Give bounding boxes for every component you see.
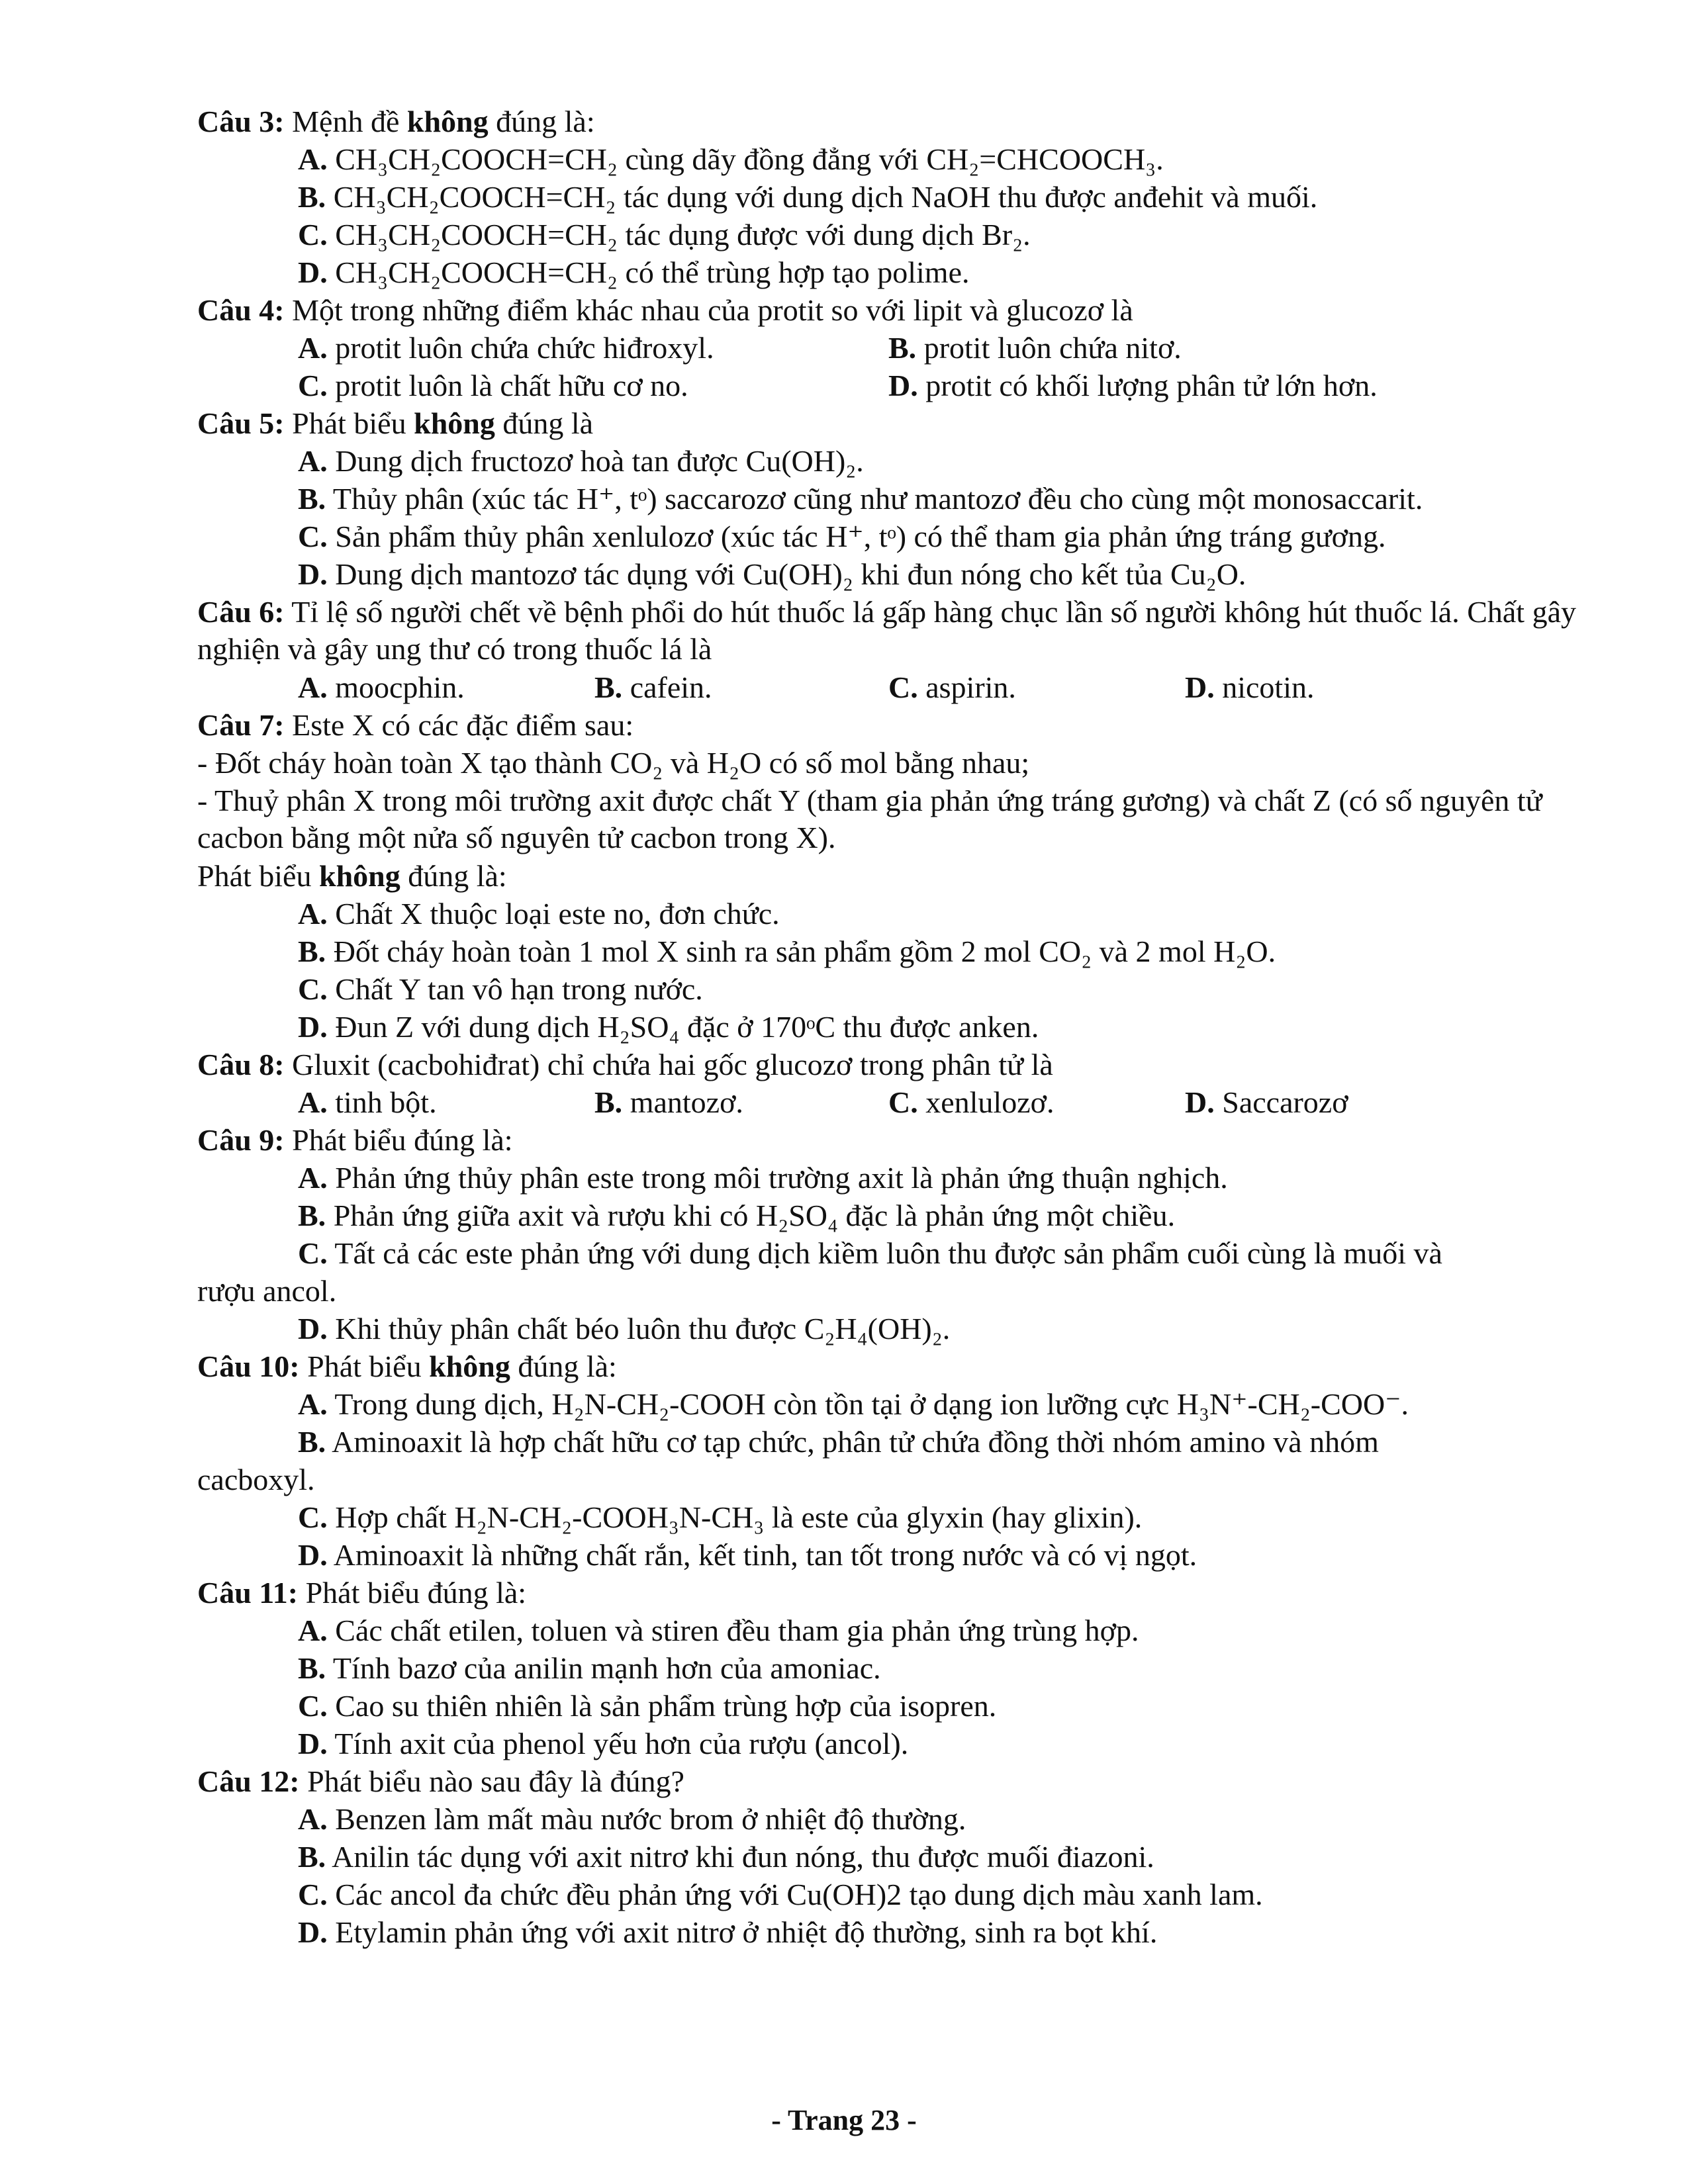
question-3-option-c: C. CH₃CH₂COOCH=CH₂ tác dụng được với dung dịch Br₂.	[298, 218, 1031, 251]
question-4-stem: Câu 4: Một trong những điểm khác nhau của protit so với lipit và glucozơ là	[197, 293, 1133, 327]
question-6-option-d: D. nicotin.	[1185, 670, 1315, 704]
question-6-stem: Câu 6: Tỉ lệ số người chết về bệnh phổi do hút thuốc lá gấp hàng chục lần số người không hút thuốc lá. Chất gây nghiện và gây ung thư có trong thuốc lá là	[197, 595, 1576, 666]
question-8-option-b: B. mantozơ.	[594, 1085, 743, 1119]
question-5-option-c: C. Sản phẩm thủy phân xenlulozơ (xúc tác H⁺, tᵒ) có thể tham gia phản ứng tráng gương.	[298, 520, 1386, 553]
question-7-option-d: D. Đun Z với dung dịch H₂SO₄ đặc ở 170ᵒC thu được anken.	[298, 1010, 1039, 1044]
question-11-option-c: C. Cao su thiên nhiên là sản phẩm trùng hợp của isopren.	[298, 1689, 997, 1723]
question-9-option-c-continued: rượu ancol.	[197, 1274, 337, 1308]
question-4-option-d: D. protit có khối lượng phân tử lớn hơn.	[888, 369, 1378, 402]
question-11-stem: Câu 11: Phát biểu đúng là:	[197, 1576, 527, 1610]
question-10-option-b: B. Aminoaxit là hợp chất hữu cơ tạp chức, phân tử chứa đồng thời nhóm amino và nhóm	[298, 1425, 1379, 1459]
question-10-stem: Câu 10: Phát biểu không đúng là:	[197, 1349, 617, 1383]
question-8-stem: Câu 8: Gluxit (cacbohiđrat) chỉ chứa hai gốc glucozơ trong phân tử là	[197, 1048, 1053, 1081]
question-4-option-a: A. protit luôn chứa chức hiđroxyl.	[298, 331, 714, 365]
question-6-option-c: C. aspirin.	[888, 670, 1016, 704]
question-6-option-b: B. cafein.	[594, 670, 712, 704]
question-9-stem: Câu 9: Phát biểu đúng là:	[197, 1123, 513, 1157]
question-3-option-d: D. CH₃CH₂COOCH=CH₂ có thể trùng hợp tạo polime.	[298, 255, 970, 289]
question-9-option-a: A. Phản ứng thủy phân este trong môi trường axit là phản ứng thuận nghịch.	[298, 1161, 1228, 1195]
question-12-option-b: B. Anilin tác dụng với axit nitrơ khi đun nóng, thu được muối điazoni.	[298, 1840, 1154, 1874]
question-5-option-a: A. Dung dịch fructozơ hoà tan được Cu(OH)₂.	[298, 444, 864, 478]
question-11-option-b: B. Tính bazơ của anilin mạnh hơn của amoniac.	[298, 1651, 881, 1685]
question-11-option-d: D. Tính axit của phenol yếu hơn của rượu (ancol).	[298, 1727, 909, 1760]
question-5-option-d: D. Dung dịch mantozơ tác dụng với Cu(OH)₂ khi đun nóng cho kết tủa Cu₂O.	[298, 557, 1246, 591]
question-11-option-a: A. Các chất etilen, toluen và stiren đều tham gia phản ứng trùng hợp.	[298, 1614, 1139, 1647]
question-9-option-b: B. Phản ứng giữa axit và rượu khi có H₂SO₄ đặc là phản ứng một chiều.	[298, 1199, 1176, 1232]
question-12-stem: Câu 12: Phát biểu nào sau đây là đúng?	[197, 1764, 684, 1798]
page-number: - Trang 23 -	[771, 2104, 917, 2136]
question-7-bullet-2: - Thuỷ phân X trong môi trường axit được chất Y (tham gia phản ứng tráng gương) và chất Z (có số nguyên tử cacbon bằng một nửa số nguyên tử cacbon trong X).	[197, 784, 1542, 854]
question-8-option-c: C. xenlulozơ.	[888, 1085, 1055, 1119]
question-3-option-b: B. CH₃CH₂COOCH=CH₂ tác dụng với dung dịch NaOH thu được anđehit và muối.	[298, 180, 1318, 214]
question-12-option-d: D. Etylamin phản ứng với axit nitrơ ở nhiệt độ thường, sinh ra bọt khí.	[298, 1915, 1158, 1949]
question-9-option-d: D. Khi thủy phân chất béo luôn thu được C₂H₄(OH)₂.	[298, 1312, 951, 1345]
question-4-option-c: C. protit luôn là chất hữu cơ no.	[298, 369, 688, 402]
question-3-stem: Câu 3: Mệnh đề không đúng là:	[197, 105, 595, 138]
question-12-option-c: C. Các ancol đa chức đều phản ứng với Cu(OH)2 tạo dung dịch màu xanh lam.	[298, 1878, 1263, 1911]
question-10-option-c: C. Hợp chất H₂N-CH₂-COOH₃N-CH₃ là este của glyxin (hay glixin).	[298, 1500, 1143, 1534]
question-8-option-a: A. tinh bột.	[298, 1085, 437, 1119]
question-9-option-c: C. Tất cả các este phản ứng với dung dịch kiềm luôn thu được sản phẩm cuối cùng là muối và	[298, 1236, 1442, 1270]
question-10-option-a: A. Trong dung dịch, H₂N-CH₂-COOH còn tồn tại ở dạng ion lưỡng cực H₃N⁺-CH₂-COO⁻.	[298, 1387, 1409, 1421]
question-7-option-b: B. Đốt cháy hoàn toàn 1 mol X sinh ra sản phẩm gồm 2 mol CO₂ và 2 mol H₂O.	[298, 934, 1276, 968]
question-7-option-c: C. Chất Y tan vô hạn trong nước.	[298, 972, 703, 1006]
question-6-option-a: A. moocphin.	[298, 670, 465, 704]
question-10-option-b-continued: cacboxyl.	[197, 1463, 315, 1496]
question-7-bullet-1: - Đốt cháy hoàn toàn X tạo thành CO₂ và H₂O có số mol bằng nhau;	[197, 746, 1030, 780]
question-10-option-d: D. Aminoaxit là những chất rắn, kết tinh, tan tốt trong nước và có vị ngọt.	[298, 1538, 1197, 1572]
question-3-option-a: A. CH₃CH₂COOCH=CH₂ cùng dãy đồng đẳng với CH₂=CHCOOCH₃.	[298, 142, 1164, 176]
question-7-option-a: A. Chất X thuộc loại este no, đơn chức.	[298, 897, 780, 931]
question-8-option-d: D. Saccarozơ	[1185, 1085, 1348, 1119]
question-7-stem: Câu 7: Este X có các đặc điểm sau:	[197, 708, 634, 742]
question-5-stem: Câu 5: Phát biểu không đúng là	[197, 406, 594, 440]
question-7-prompt: Phát biểu không đúng là:	[197, 859, 507, 893]
question-5-option-b: B. Thủy phân (xúc tác H⁺, tᵒ) saccarozơ cũng như mantozơ đều cho cùng một monosaccarit.	[298, 482, 1423, 516]
question-12-option-a: A. Benzen làm mất màu nước brom ở nhiệt độ thường.	[298, 1802, 966, 1836]
question-4-option-b: B. protit luôn chứa nitơ.	[888, 331, 1182, 365]
